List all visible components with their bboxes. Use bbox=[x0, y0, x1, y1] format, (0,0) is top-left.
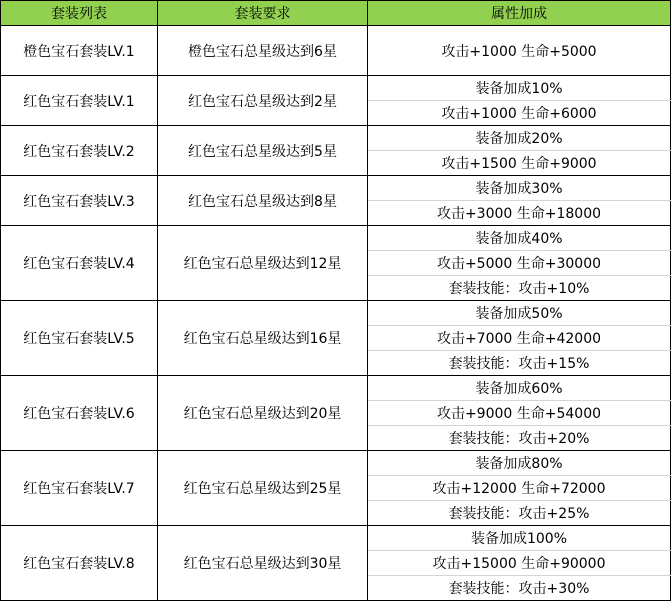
set-requirement-cell: 红色宝石总星级达到16星 bbox=[158, 301, 368, 376]
set-requirement-cell: 红色宝石总星级达到30星 bbox=[158, 526, 368, 601]
set-requirement-cell: 红色宝石总星级达到25星 bbox=[158, 451, 368, 526]
table-row bbox=[1, 451, 671, 476]
table-row bbox=[1, 176, 671, 201]
table-row bbox=[1, 526, 671, 551]
header-set-list: 套装列表 bbox=[1, 1, 158, 26]
set-requirement-cell: 红色宝石总星级达到12星 bbox=[158, 226, 368, 301]
set-name-cell: 红色宝石套装LV.6 bbox=[1, 376, 158, 451]
attribute-bonus-cell: 套装技能：攻击+30% bbox=[368, 576, 671, 601]
table-body bbox=[1, 26, 671, 601]
attribute-bonus-cell: 套装技能：攻击+15% bbox=[368, 351, 671, 376]
table-row bbox=[1, 76, 671, 101]
attribute-bonus-cell: 装备加成60% bbox=[368, 376, 671, 401]
set-requirement-cell: 红色宝石总星级达到8星 bbox=[158, 176, 368, 226]
set-requirement-cell: 红色宝石总星级达到5星 bbox=[158, 126, 368, 176]
attribute-bonus-cell: 装备加成50% bbox=[368, 301, 671, 326]
attribute-bonus-cell: 套装技能：攻击+20% bbox=[368, 426, 671, 451]
set-name-cell: 红色宝石套装LV.1 bbox=[1, 76, 158, 126]
attribute-bonus-cell: 装备加成30% bbox=[368, 176, 671, 201]
attribute-bonus-cell: 装备加成100% bbox=[368, 526, 671, 551]
attribute-bonus-cell: 装备加成10% bbox=[368, 76, 671, 101]
set-name-cell: 橙色宝石套装LV.1 bbox=[1, 26, 158, 76]
attribute-bonus-cell: 攻击+5000 生命+30000 bbox=[368, 251, 671, 276]
attribute-bonus-cell: 装备加成80% bbox=[368, 451, 671, 476]
set-name-cell: 红色宝石套装LV.2 bbox=[1, 126, 158, 176]
table-row bbox=[1, 26, 671, 76]
attribute-bonus-cell: 攻击+1500 生命+9000 bbox=[368, 151, 671, 176]
header-attribute-bonus: 属性加成 bbox=[368, 1, 671, 26]
set-name-cell: 红色宝石套装LV.3 bbox=[1, 176, 158, 226]
table-row bbox=[1, 301, 671, 326]
attribute-bonus-cell: 攻击+3000 生命+18000 bbox=[368, 201, 671, 226]
set-name-cell: 红色宝石套装LV.7 bbox=[1, 451, 158, 526]
attribute-bonus-cell: 套装技能：攻击+10% bbox=[368, 276, 671, 301]
attribute-bonus-cell: 攻击+1000 生命+5000 bbox=[368, 26, 671, 76]
set-requirement-cell: 橙色宝石总星级达到6星 bbox=[158, 26, 368, 76]
table-row bbox=[1, 126, 671, 151]
attribute-bonus-cell: 套装技能：攻击+25% bbox=[368, 501, 671, 526]
attribute-bonus-cell: 攻击+1000 生命+6000 bbox=[368, 101, 671, 126]
attribute-bonus-cell: 攻击+9000 生命+54000 bbox=[368, 401, 671, 426]
header-row bbox=[1, 1, 671, 26]
set-name-cell: 红色宝石套装LV.4 bbox=[1, 226, 158, 301]
attribute-bonus-cell: 攻击+7000 生命+42000 bbox=[368, 326, 671, 351]
header-set-requirement: 套装要求 bbox=[158, 1, 368, 26]
set-requirement-cell: 红色宝石总星级达到2星 bbox=[158, 76, 368, 126]
attribute-bonus-cell: 攻击+15000 生命+90000 bbox=[368, 551, 671, 576]
attribute-bonus-cell: 攻击+12000 生命+72000 bbox=[368, 476, 671, 501]
attribute-bonus-cell: 装备加成20% bbox=[368, 126, 671, 151]
set-name-cell: 红色宝石套装LV.5 bbox=[1, 301, 158, 376]
set-name-cell: 红色宝石套装LV.8 bbox=[1, 526, 158, 601]
table-row bbox=[1, 376, 671, 401]
table-row bbox=[1, 226, 671, 251]
set-requirement-cell: 红色宝石总星级达到20星 bbox=[158, 376, 368, 451]
attribute-bonus-cell: 装备加成40% bbox=[368, 226, 671, 251]
